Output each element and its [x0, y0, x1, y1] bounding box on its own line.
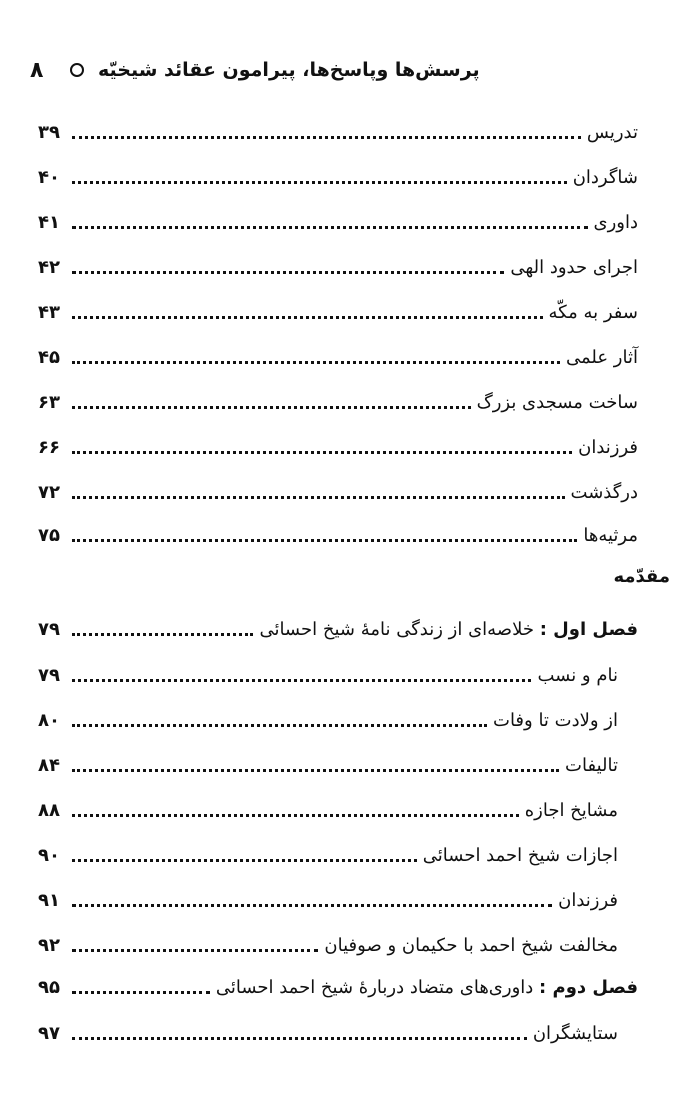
- toc-entry-title: ساخت مسجدی بزرگ: [476, 392, 638, 413]
- toc-entry: [38, 115, 638, 145]
- toc-entry: [38, 295, 638, 325]
- leader-dots: [72, 226, 588, 229]
- toc-entry-title: داوری: [593, 212, 638, 233]
- toc-entry-page: ۹۰: [38, 845, 60, 866]
- leader-dots: [72, 539, 577, 542]
- circle-ornament-icon: [70, 63, 84, 77]
- toc-entry-page: ۴۲: [38, 257, 60, 278]
- toc-entry-title: تدریس: [586, 122, 638, 143]
- toc-entry-page: ۷۹: [38, 619, 60, 640]
- leader-dots: [72, 361, 560, 364]
- toc-subentry: [38, 928, 618, 958]
- leader-dots: [72, 991, 210, 994]
- toc-entry-page: ۸۴: [38, 755, 60, 776]
- toc-entry: [38, 518, 638, 548]
- toc-entry-title: نام و نسب: [537, 665, 618, 686]
- toc-entry-page: ۶۶: [38, 437, 60, 458]
- leader-dots: [72, 633, 253, 636]
- toc-entry: [38, 475, 638, 505]
- leader-dots: [72, 406, 471, 409]
- toc-entry-title: تالیفات: [565, 755, 618, 776]
- toc-subentry: [38, 883, 618, 913]
- toc-chapter-entry: [38, 970, 638, 1000]
- toc-entry-title: شاگردان: [572, 167, 638, 188]
- toc-subentry: [38, 748, 618, 778]
- toc-entry-title: اجازات شیخ احمد احسائی: [422, 845, 618, 866]
- leader-dots: [72, 451, 572, 454]
- toc-entry-title: از ولادت تا وفات: [493, 710, 618, 731]
- toc-entry-title: اجرای حدود الهی: [510, 257, 638, 278]
- toc-entry-page: ۷۲: [38, 482, 60, 503]
- toc-entry: [38, 205, 638, 235]
- toc-subentry: [38, 838, 618, 868]
- leader-dots: [72, 316, 543, 319]
- toc-entry-title: فرزندان: [578, 437, 638, 458]
- toc-entry-page: ۳۹: [38, 122, 60, 143]
- toc-entry-page: ۴۰: [38, 167, 60, 188]
- leader-dots: [72, 859, 417, 862]
- toc-entry-page: ۴۱: [38, 212, 60, 233]
- chapter-title-text: داوری‌های متضاد دربارهٔ شیخ احمد احسائی: [215, 977, 534, 998]
- page-number: ۸: [30, 57, 44, 83]
- toc-subentry: [38, 1016, 618, 1046]
- page-header: [30, 54, 670, 86]
- toc-entry-title: مشایخ اجازه: [524, 800, 618, 821]
- leader-dots: [72, 904, 552, 907]
- leader-dots: [72, 136, 581, 139]
- toc-subentry: [38, 658, 618, 688]
- running-book-title: پرسش‌ها وپاسخ‌ها، پیرامون عقائد شیخیّه: [98, 59, 480, 81]
- toc-entry-title: ستایشگران: [532, 1023, 618, 1044]
- toc-entry: [38, 160, 638, 190]
- toc-entry-page: ۹۱: [38, 890, 60, 911]
- toc-subentry: [38, 703, 618, 733]
- toc-entry-title: مرثیه‌ها: [583, 525, 638, 546]
- toc-entry-page: ۸۸: [38, 800, 60, 821]
- toc-entry-page: ۷۵: [38, 525, 60, 546]
- leader-dots: [72, 769, 559, 772]
- toc-subentry: [38, 793, 618, 823]
- toc-entry-title: آثار علمی: [565, 347, 638, 368]
- chapter-label: فصل دوم :: [539, 977, 638, 998]
- toc-entry-title: سفر به مکّه: [548, 302, 638, 323]
- leader-dots: [72, 496, 565, 499]
- toc-entry-page: ۴۵: [38, 347, 60, 368]
- leader-dots: [72, 679, 531, 682]
- section-heading: مقدّمه: [613, 566, 670, 587]
- toc-entry-page: ۹۷: [38, 1023, 60, 1044]
- toc-entry-page: ۷۹: [38, 665, 60, 686]
- toc-entry-page: ۹۲: [38, 935, 60, 956]
- leader-dots: [72, 1037, 527, 1040]
- leader-dots: [72, 271, 504, 274]
- leader-dots: [72, 814, 519, 817]
- toc-entry-page: ۸۰: [38, 710, 60, 731]
- leader-dots: [72, 724, 487, 727]
- toc-chapter-title: [216, 976, 638, 1000]
- toc-entry: [38, 385, 638, 415]
- toc-entry-page: ۶۳: [38, 392, 60, 413]
- toc-entry: [38, 430, 638, 460]
- toc-entry-title: مخالفت شیخ احمد با حکیمان و صوفیان: [324, 935, 618, 956]
- toc-entry-title: درگذشت: [570, 482, 638, 503]
- toc-chapter-entry: [38, 612, 638, 642]
- toc-entry-page: ۴۳: [38, 302, 60, 323]
- toc-entry: [38, 250, 638, 280]
- chapter-title-text: خلاصه‌ای از زندگی نامهٔ شیخ احسائی: [259, 619, 534, 640]
- chapter-label: فصل اول :: [539, 619, 638, 640]
- toc-entry-page: ۹۵: [38, 977, 60, 998]
- toc-entry-title: فرزندان: [558, 890, 618, 911]
- toc-entry: [38, 340, 638, 370]
- leader-dots: [72, 949, 318, 952]
- toc-chapter-title: [259, 618, 638, 642]
- leader-dots: [72, 181, 567, 184]
